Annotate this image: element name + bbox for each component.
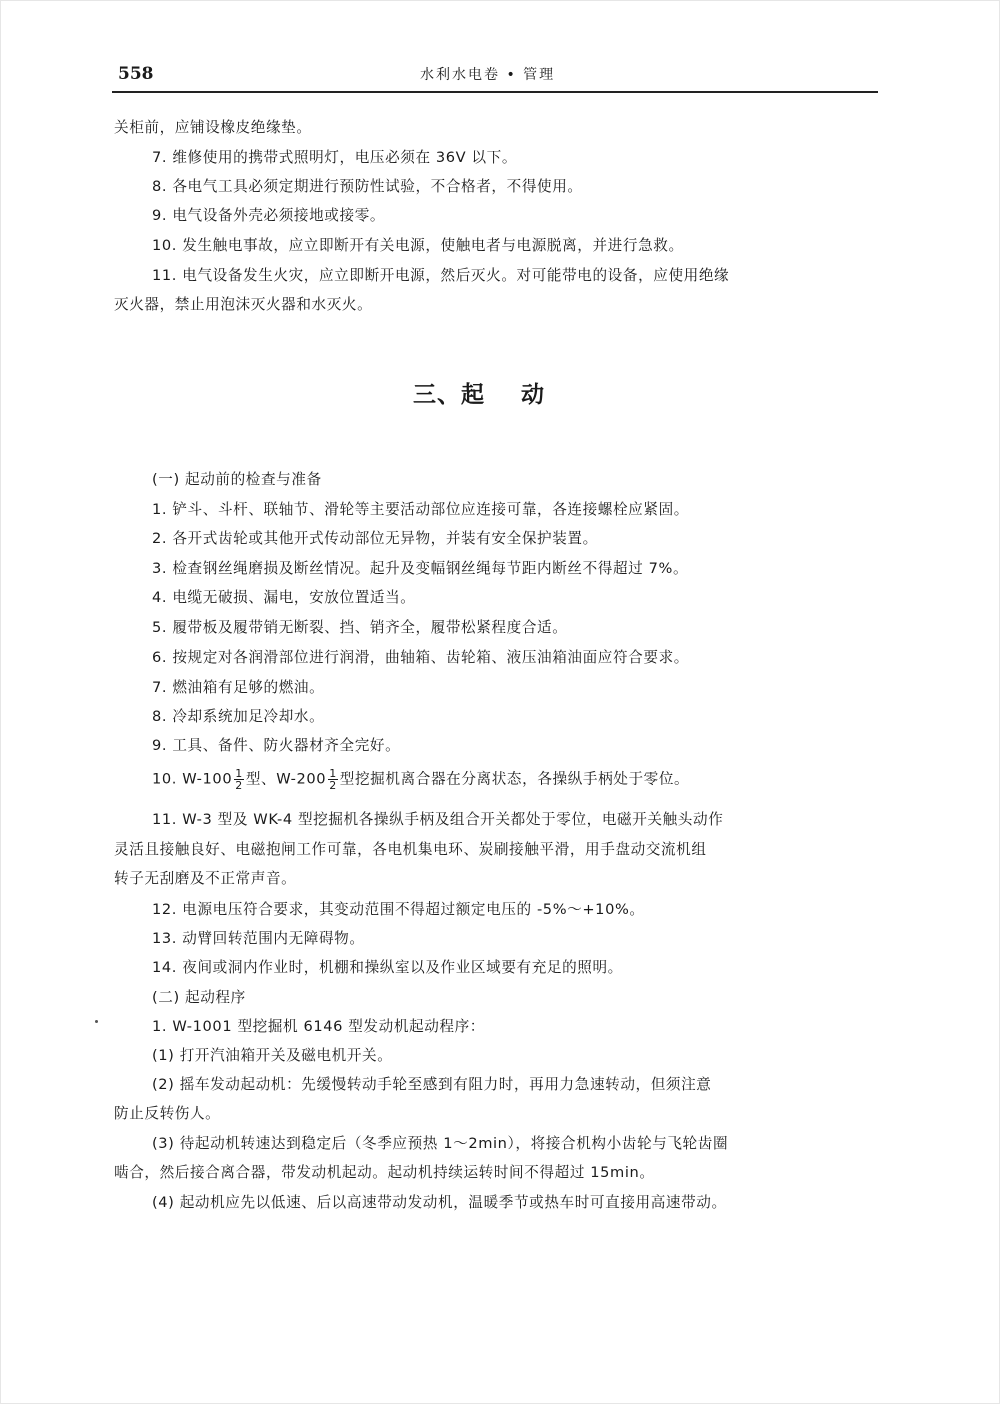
list-item: 10. 发生触电事故，应立即断开有关电源，使触电者与电源脱离，并进行急救。 [152, 237, 684, 254]
list-item: 5. 履带板及履带销无断裂、挡、销齐全，履带松紧程度合适。 [152, 619, 568, 636]
section-title: 三、起 动 [413, 382, 546, 408]
list-item: 4. 电缆无破损、漏电，安放位置适当。 [152, 589, 416, 606]
list-item: (2) 摇车发动起动机：先缓慢转动手轮至感到有阻力时，再用力急速转动，但须注意 [152, 1076, 712, 1093]
list-item: 13. 动臂回转范围内无障碍物。 [152, 930, 365, 947]
list-item: 14. 夜间或洞内作业时，机棚和操纵室以及作业区域要有充足的照明。 [152, 959, 623, 976]
fraction-denominator: 2 [329, 779, 337, 792]
fraction-numerator: 1 [329, 767, 337, 780]
fraction-one-half [328, 768, 338, 791]
text-line: 灵活且接触良好、电磁抱闸工作可靠，各电机集电环、炭刷接触平滑，用手盘动交流机组 [114, 841, 707, 858]
subsection-heading: (二) 起动程序 [152, 989, 246, 1006]
list-item: 11. W-3 型及 WK-4 型挖掘机各操纵手柄及组合开关都处于零位，电磁开关触头动作 [152, 811, 724, 828]
list-item: 8. 冷却系统加足冷却水。 [152, 708, 325, 725]
fraction-numerator: 1 [235, 767, 243, 780]
list-item: (1) 打开汽油箱开关及磁电机开关。 [152, 1047, 393, 1064]
text-line: 啮合，然后接合离合器，带发动机起动。起动机持续运转时间不得超过 15min。 [114, 1164, 655, 1181]
item10-part3: 型挖掘机离合器在分离状态，各操纵手柄处于零位。 [339, 770, 690, 788]
fraction-one-half [234, 768, 244, 791]
list-item: 1. W-1001 型挖掘机 6146 型发动机起动程序： [152, 1018, 485, 1035]
page-number: 558 [118, 64, 154, 84]
list-item: 6. 按规定对各润滑部位进行润滑，曲轴箱、齿轮箱、液压油箱油面应符合要求。 [152, 649, 689, 666]
subsection-heading: (一) 起动前的检查与准备 [152, 471, 322, 488]
fraction-denominator: 2 [235, 779, 243, 792]
list-item: 9. 工具、备件、防火器材齐全完好。 [152, 737, 401, 754]
list-item: 9. 电气设备外壳必须接地或接零。 [152, 207, 386, 224]
list-item: 7. 维修使用的携带式照明灯，电压必须在 36V 以下。 [152, 149, 518, 166]
item10-part2: 型、W-200 [245, 770, 327, 788]
list-item: (4) 起动机应先以低速、后以高速带动发动机，温暖季节或热车时可直接用高速带动。 [152, 1194, 727, 1211]
list-item: 7. 燃油箱有足够的燃油。 [152, 679, 325, 696]
text-line: 关柜前，应铺设橡皮绝缘垫。 [114, 119, 312, 136]
text-line: 防止反转伤人。 [114, 1105, 221, 1122]
item10-part1: 10. W-100 [152, 770, 233, 788]
list-item: 2. 各开式齿轮或其他开式传动部位无异物，并装有安全保护装置。 [152, 530, 598, 547]
list-item: 1. 铲斗、斗杆、联轴节、滑轮等主要活动部位应连接可靠，各连接螺栓应紧固。 [152, 501, 689, 518]
scan-speck [95, 1020, 98, 1023]
list-item: 8. 各电气工具必须定期进行预防性试验，不合格者，不得使用。 [152, 178, 583, 195]
list-item: 3. 检查钢丝绳磨损及断丝情况。起升及变幅钢丝绳每节距内断丝不得超过 7%。 [152, 560, 689, 577]
header-rule [112, 91, 878, 93]
text-line: 灭火器，禁止用泡沫灭火器和水灭火。 [114, 296, 373, 313]
list-item: (3) 待起动机转速达到稳定后（冬季应预热 1～2min），将接合机构小齿轮与飞轮齿圈 [152, 1135, 729, 1152]
list-item: 11. 电气设备发生火灾，应立即断开电源，然后灭火。对可能带电的设备，应使用绝缘 [152, 267, 730, 284]
list-item: 12. 电源电压符合要求，其变动范围不得超过额定电压的 -5%～+10%。 [152, 901, 645, 918]
running-head: 水利水电卷 • 管理 [420, 67, 556, 83]
list-item-10 [152, 768, 689, 791]
text-line: 转子无刮磨及不正常声音。 [114, 870, 297, 887]
